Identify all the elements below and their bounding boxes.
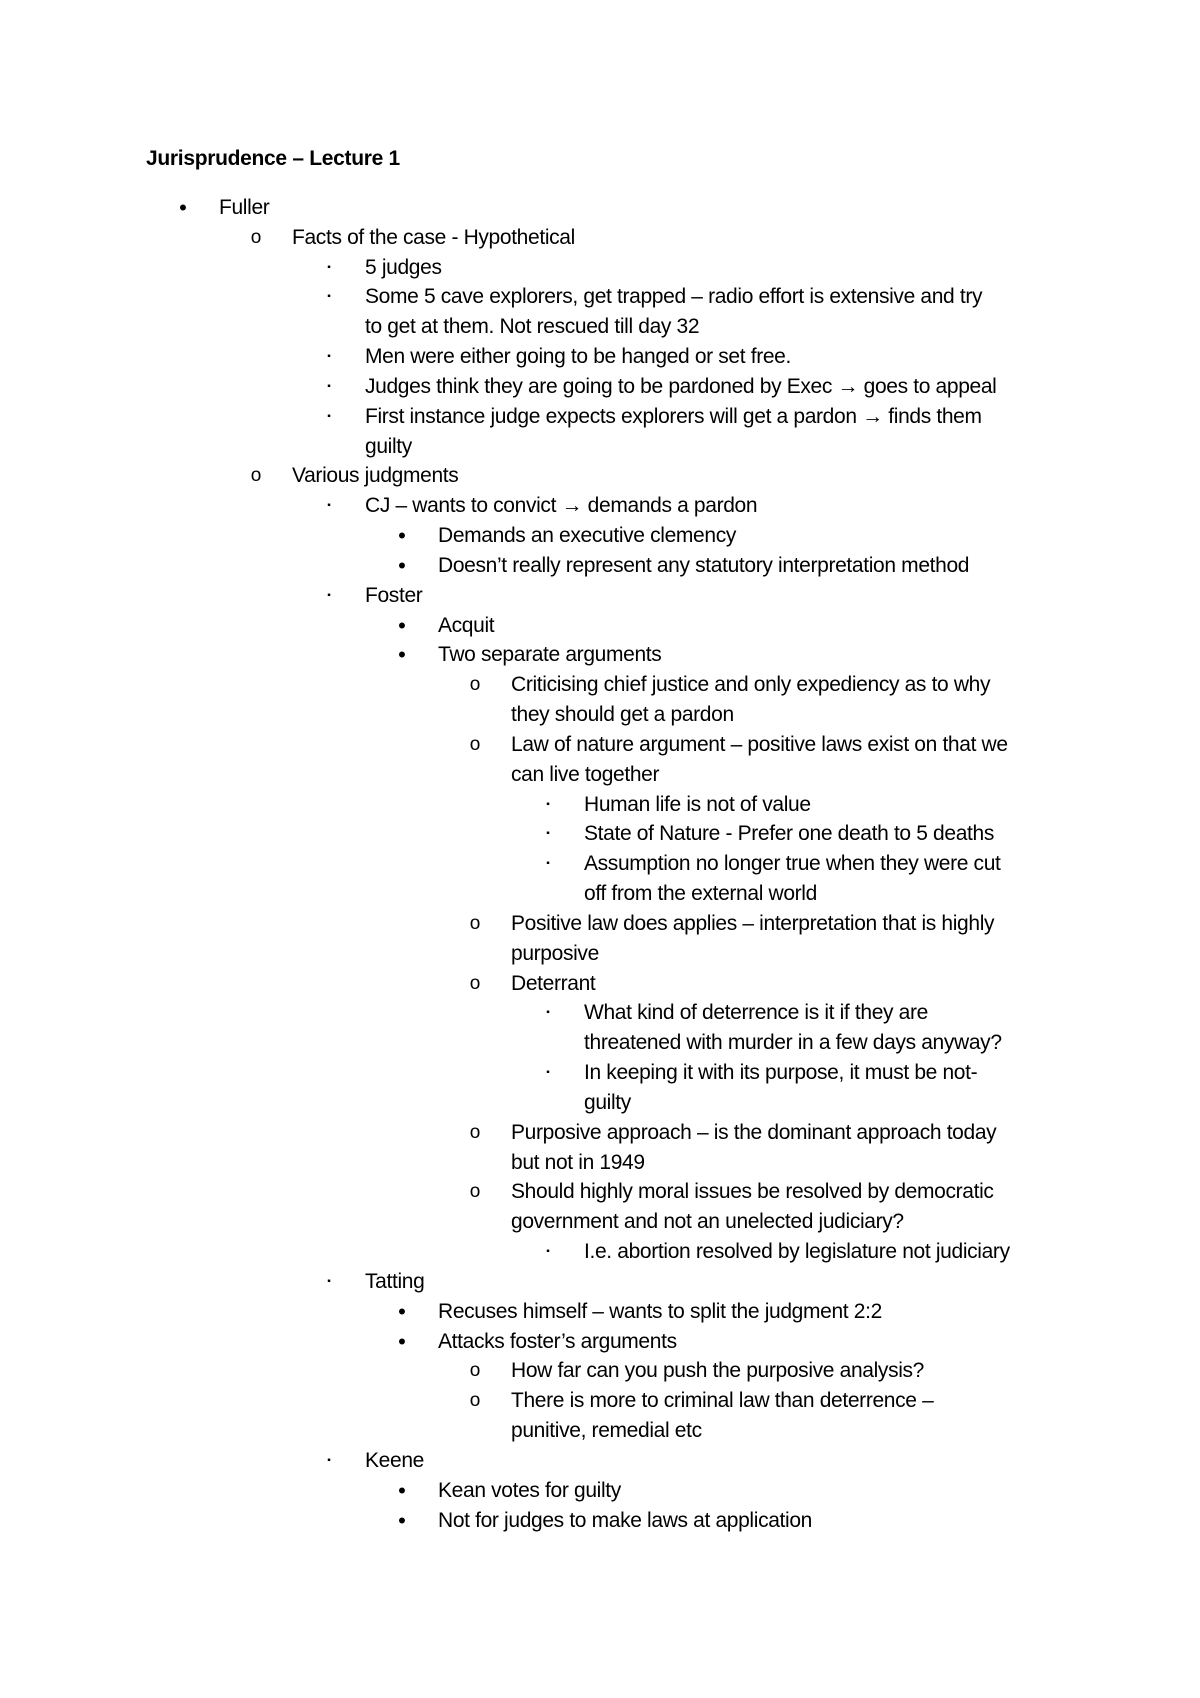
bullet-square-icon: ▪ bbox=[327, 351, 331, 363]
bullet-disc-icon: • bbox=[398, 1328, 406, 1354]
bullet-disc-icon: • bbox=[398, 642, 406, 668]
outline-line: In keeping it with its purpose, it must be not- bbox=[584, 1061, 978, 1085]
outline-line: threatened with murder in a few days anyway? bbox=[584, 1031, 1002, 1055]
outline-line: government and not an unelected judiciary? bbox=[511, 1210, 904, 1234]
outline-line: can live together bbox=[511, 762, 660, 786]
bullet-square-icon: ▪ bbox=[546, 1246, 550, 1258]
outline-line: off from the external world bbox=[584, 882, 817, 906]
outline-line: Deterrant bbox=[511, 971, 596, 995]
bullet-square-icon: ▪ bbox=[546, 858, 550, 870]
bullet-square-icon: ▪ bbox=[327, 500, 331, 512]
outline-line: purposive bbox=[511, 941, 599, 965]
bullet-circle-icon: o bbox=[469, 733, 481, 755]
outline-line: they should get a pardon bbox=[511, 703, 734, 727]
bullet-circle-icon: o bbox=[469, 1360, 481, 1382]
outline-line: First instance judge expects explorers will get a pardon → finds them bbox=[365, 404, 982, 428]
bullet-square-icon: ▪ bbox=[327, 380, 331, 392]
outline-line: Purposive approach – is the dominant approach today bbox=[511, 1120, 997, 1144]
bullet-circle-icon: o bbox=[469, 972, 481, 994]
outline-line: but not in 1949 bbox=[511, 1150, 645, 1174]
outline-line: Doesn’t really represent any statutory interpretation method bbox=[438, 553, 970, 577]
bullet-circle-icon: o bbox=[469, 1121, 481, 1143]
outline-line: How far can you push the purposive analysis? bbox=[511, 1359, 925, 1383]
outline-line: guilty bbox=[584, 1090, 631, 1114]
outline-line: Foster bbox=[365, 583, 423, 607]
outline-line: Facts of the case - Hypothetical bbox=[292, 225, 575, 249]
outline-line: Should highly moral issues be resolved by democratic bbox=[511, 1180, 994, 1204]
bullet-disc-icon: • bbox=[398, 523, 406, 549]
outline-line: Criticising chief justice and only expediency as to why bbox=[511, 673, 991, 697]
bullet-disc-icon: • bbox=[179, 195, 187, 220]
outline-line: Judges think they are going to be pardoned by Exec → goes to appeal bbox=[365, 374, 997, 398]
outline-line: Recuses himself – wants to split the judgment 2:2 bbox=[438, 1299, 882, 1323]
outline-line: to get at them. Not rescued till day 32 bbox=[365, 315, 700, 339]
bullet-square-icon: ▪ bbox=[327, 1454, 331, 1466]
bullet-circle-icon: o bbox=[250, 465, 262, 487]
bullet-disc-icon: • bbox=[398, 552, 406, 578]
outline-line: Law of nature argument – positive laws exist on that we bbox=[511, 732, 1008, 756]
outline-line: Tatting bbox=[365, 1269, 425, 1293]
bullet-circle-icon: o bbox=[250, 226, 262, 248]
outline-line: Keene bbox=[365, 1448, 424, 1472]
bullet-square-icon: ▪ bbox=[327, 589, 331, 601]
outline-line: Various judgments bbox=[292, 464, 459, 488]
outline-line: Demands an executive clemency bbox=[438, 524, 737, 548]
bullet-circle-icon: o bbox=[469, 1390, 481, 1412]
outline-line: Attacks foster’s arguments bbox=[438, 1329, 677, 1353]
bullet-circle-icon: o bbox=[469, 1181, 481, 1203]
bullet-square-icon: ▪ bbox=[327, 410, 331, 422]
bullet-disc-icon: • bbox=[398, 612, 406, 638]
outline-line: Men were either going to be hanged or set free. bbox=[365, 345, 791, 369]
bullet-square-icon: ▪ bbox=[327, 261, 331, 273]
outline-line: Fuller bbox=[219, 196, 270, 219]
outline-line: Human life is not of value bbox=[584, 792, 811, 816]
bullet-disc-icon: • bbox=[398, 1298, 406, 1324]
bullet-square-icon: ▪ bbox=[327, 1275, 331, 1287]
bullet-square-icon: ▪ bbox=[546, 798, 550, 810]
bullet-disc-icon: • bbox=[398, 1477, 406, 1503]
bullet-square-icon: ▪ bbox=[327, 291, 331, 303]
bullet-disc-icon: • bbox=[398, 1507, 406, 1533]
bullet-circle-icon: o bbox=[469, 912, 481, 934]
bullet-square-icon: ▪ bbox=[546, 828, 550, 840]
outline-line: What kind of deterrence is it if they are bbox=[584, 1001, 928, 1025]
outline-line: guilty bbox=[365, 434, 412, 458]
outline-line: I.e. abortion resolved by legislature not judiciary bbox=[584, 1240, 1010, 1264]
outline-line: Kean votes for guilty bbox=[438, 1478, 621, 1502]
outline-line: 5 judges bbox=[365, 255, 442, 279]
bullet-circle-icon: o bbox=[469, 674, 481, 696]
outline-line: CJ – wants to convict → demands a pardon bbox=[365, 494, 758, 518]
bullet-square-icon: ▪ bbox=[546, 1007, 550, 1019]
outline-line: State of Nature - Prefer one death to 5 deaths bbox=[584, 822, 995, 846]
bullet-square-icon: ▪ bbox=[546, 1067, 550, 1079]
outline-line: There is more to criminal law than deterrence – bbox=[511, 1389, 934, 1413]
outline-line: Assumption no longer true when they were cut bbox=[584, 852, 1001, 876]
outline-line: Not for judges to make laws at application bbox=[438, 1508, 813, 1532]
outline-line: Two separate arguments bbox=[438, 643, 662, 667]
page-title: Jurisprudence – Lecture 1 bbox=[146, 147, 400, 170]
outline-line: Positive law does applies – interpretation that is highly bbox=[511, 911, 995, 935]
outline-line: punitive, remedial etc bbox=[511, 1419, 702, 1443]
outline-line: Some 5 cave explorers, get trapped – radio effort is extensive and try bbox=[365, 285, 983, 309]
outline-line: Acquit bbox=[438, 613, 495, 637]
